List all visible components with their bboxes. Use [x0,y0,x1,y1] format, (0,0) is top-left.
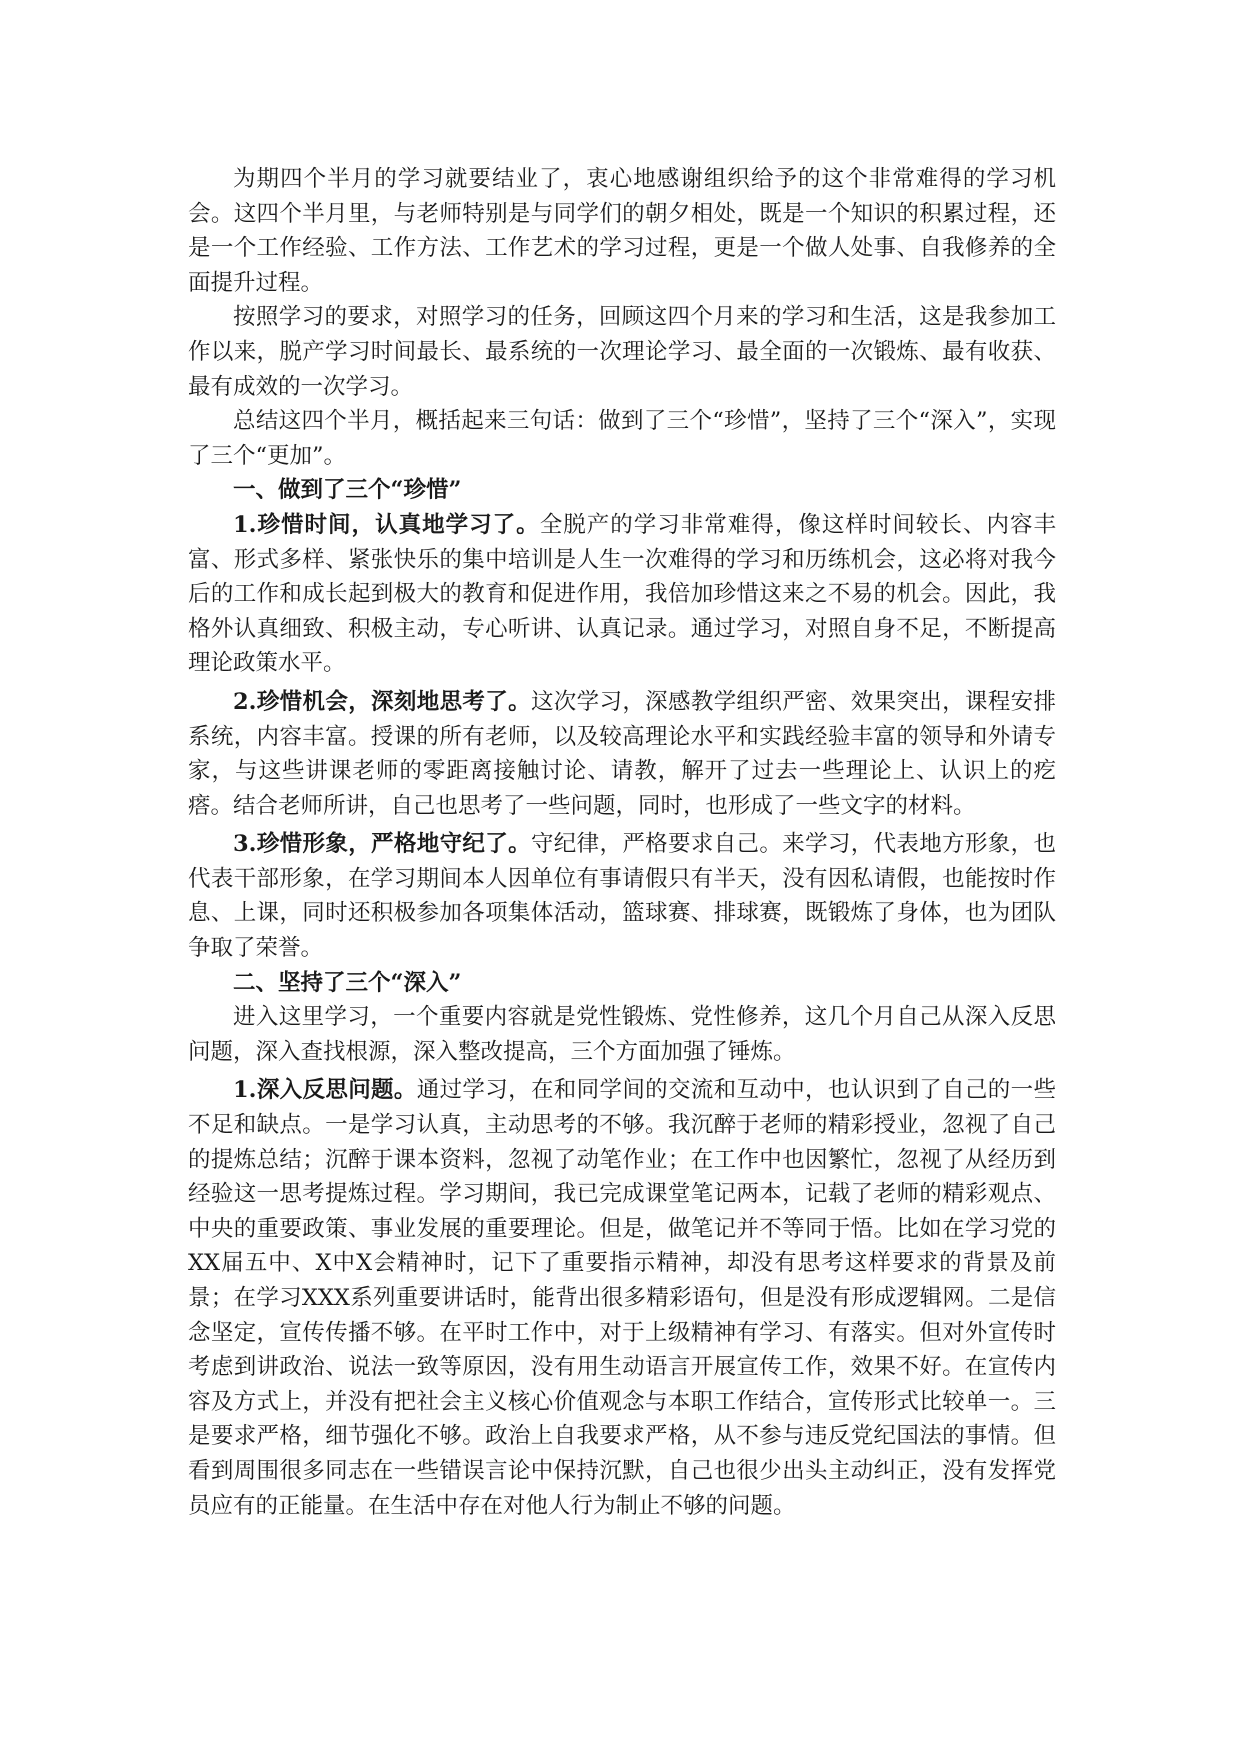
section-heading-2: 二、坚持了三个“深入” [233,969,462,996]
intro-paragraph: 为期四个半月的学习就要结业了，衷心地感谢组织给予的这个非常难得的学习机会。这四个半月里，与老师特别是与同学们的朝夕相处，既是一个知识的积累过程，还是一个工作经验、工作方法、工作艺术的学习过程，更是一个做人处事、自我修养的全面提升过程。 [188,166,1056,296]
document-body [188,162,1056,1523]
summary-paragraph: 总结这四个半月，概括起来三句话：做到了三个“珍惜”，坚持了三个“深入”，实现了三个“更加”。 [188,408,1056,469]
section-intro-paragraph: 进入这里学习，一个重要内容就是党性锻炼、党性修养，这几个月自己从深入反思问题，深入查找根源，深入整改提高，三个方面加强了锤炼。 [188,1004,1056,1065]
point-paragraph-reflect [188,1073,1056,1523]
point-paragraph-cherish-time [188,508,1056,681]
point-paragraph-cherish-image [188,827,1056,965]
point-lead: 3.珍惜形象，严格地守纪了。 [233,831,531,858]
section-heading-1: 一、做到了三个“珍惜” [233,477,462,504]
point-lead: 2.珍惜机会，深刻地思考了。 [233,688,531,715]
point-body: 通过学习，在和同学间的交流和互动中，也认识到了自己的一些不足和缺点。一是学习认真，主动思考的不够。我沉醉于老师的精彩授业，忽视了自己的提炼总结；沉醉于课本资料，忽视了动笔作业；在工作中也因繁忙，忽视了从经历到经验这一思考提炼过程。学习期间，我已完成课堂笔记两本，记载了老师的精彩观点、中央的重要政策、事业发展的重要理论。但是，做笔记并不等同于悟。比如在学习党的XX届五中、X中X会精神时，记下了重要指示精神，却没有思考这样要求的背景及前景；在学习XXX系列重要讲话时，能背出很多精彩语句，但是没有形成逻辑网。二是信念坚定，宣传传播不够。在平时工作中，对于上级精神有学习、有落实。但对外宣传时考虑到讲政治、说法一致等原因，没有用生动语言开展宣传工作，效果不好。在宣传内容及方式上，并没有把社会主义核心价值观念与本职工作结合，宣传形式比较单一。三是要求严格，细节强化不够。政治上自我要求严格，从不参与违反党纪国法的事情。但看到周围很多同志在一些错误言论中保持沉默，自己也很少出头主动纠正，没有发挥党员应有的正能量。在生活中存在对他人行为制止不够的问题。 [188,1077,1056,1519]
point-body: 全脱产的学习非常难得，像这样时间较长、内容丰富、形式多样、紧张快乐的集中培训是人生一次难得的学习和历练机会，这必将对我今后的工作和成长起到极大的教育和促进作用，我倍加珍惜这来之不易的机会。因此，我格外认真细致、积极主动，专心听讲、认真记录。通过学习，对照自身不足，不断提高理论政策水平。 [188,511,1056,677]
point-lead: 1.珍惜时间，认真地学习了。 [233,511,540,538]
point-body: 守纪律，严格要求自己。来学习，代表地方形象，也代表干部形象，在学习期间本人因单位有事请假只有半天，没有因私请假，也能按时作息、上课，同时还积极参加各项集体活动，篮球赛、排球赛，既锻炼了身体，也为团队争取了荣誉。 [188,831,1056,962]
point-lead: 1.深入反思问题。 [233,1077,417,1104]
context-paragraph: 按照学习的要求，对照学习的任务，回顾这四个月来的学习和生活，这是我参加工作以来，脱产学习时间最长、最系统的一次理论学习、最全面的一次锻炼、最有收获、最有成效的一次学习。 [188,304,1056,400]
point-body: 这次学习，深感教学组织严密、效果突出，课程安排系统，内容丰富。授课的所有老师，以及较高理论水平和实践经验丰富的领导和外请专家，与这些讲课老师的零距离接触讨论、请教，解开了过去一些理论上、认识上的疙瘩。结合老师所讲，自己也思考了一些问题，同时，也形成了一些文字的材料。 [188,688,1056,819]
point-paragraph-cherish-opportunity [188,685,1056,823]
